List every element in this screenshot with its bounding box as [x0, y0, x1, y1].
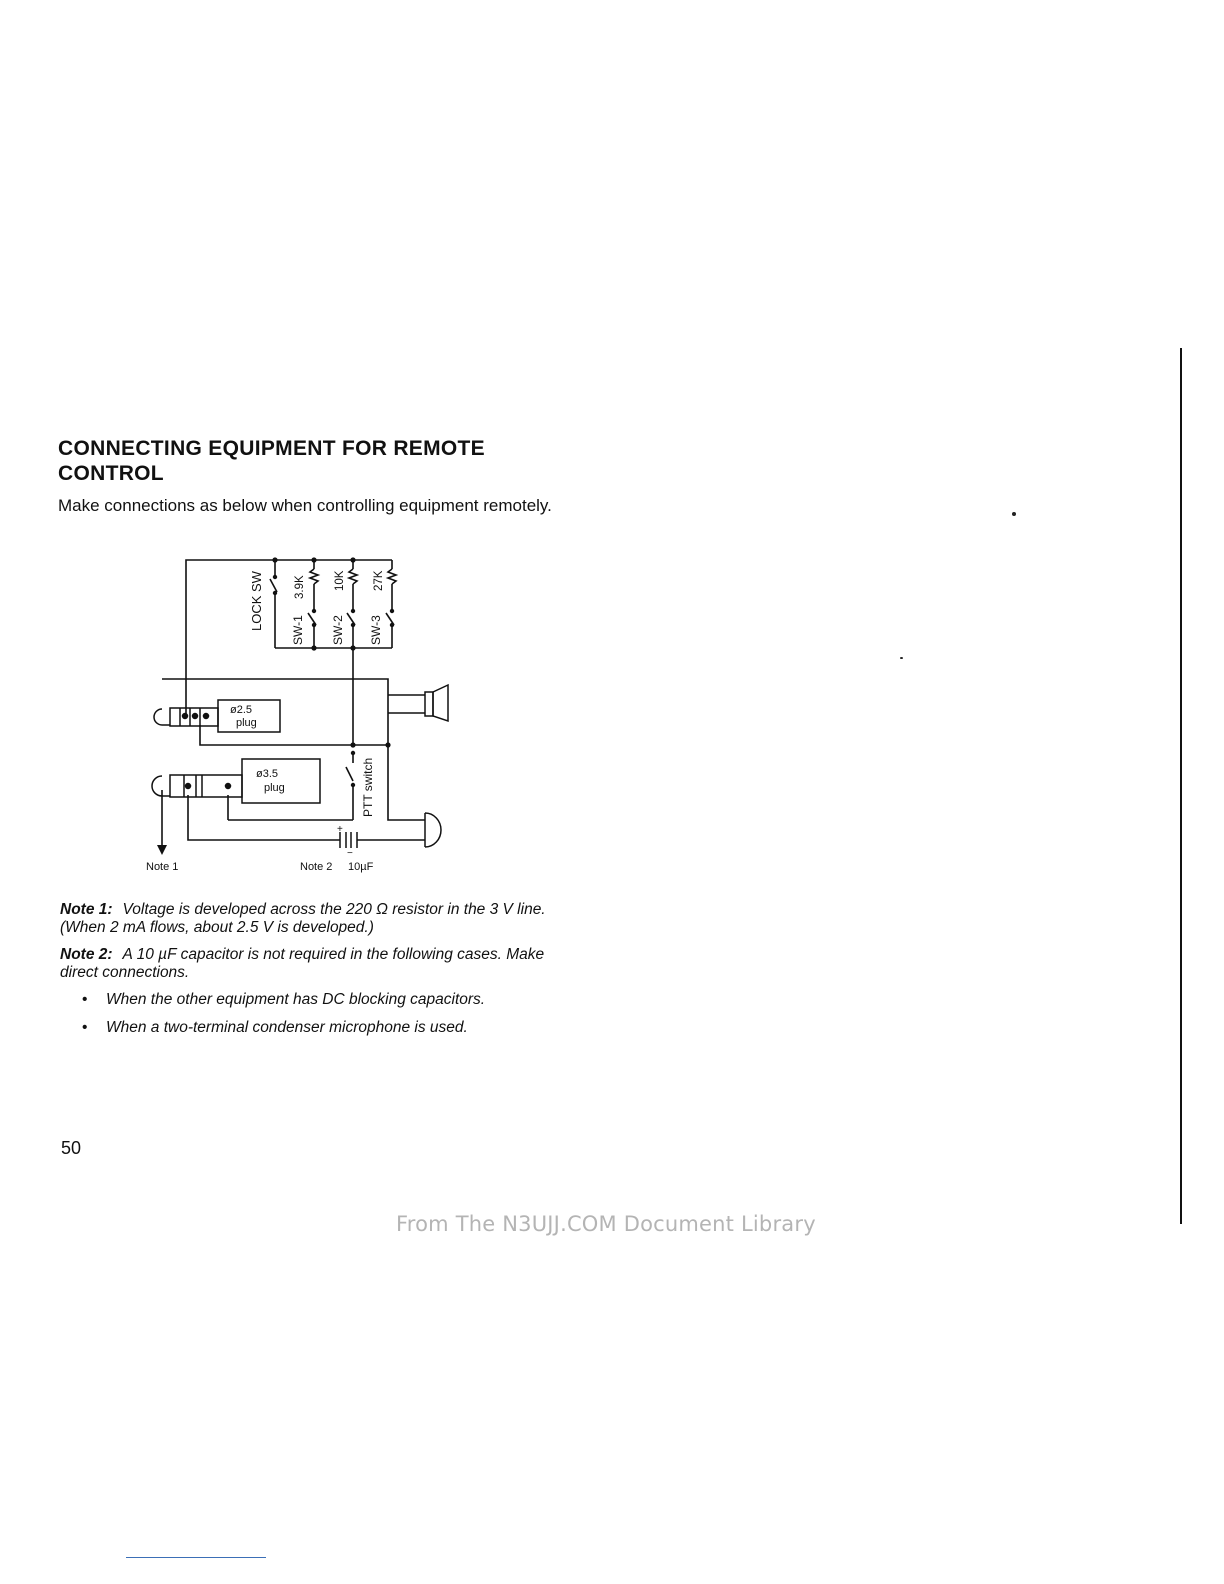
resistor-27k-label: 27K [373, 570, 385, 591]
note-1-label-text: Note 1: [60, 901, 113, 918]
plug-2-5-word-label: plug [236, 717, 257, 729]
ptt-switch-label: PTT switch [361, 757, 375, 817]
note-1-arrow-icon [157, 845, 167, 855]
sw1-label: SW-1 [291, 615, 305, 645]
list-item [82, 1019, 582, 1037]
lock-sw-label: LOCK SW [249, 571, 264, 631]
bullet-icon: • [82, 991, 88, 1008]
note-1-text: Voltage is developed across the 220 Ω resistor in the 3 V line. (When 2 mA flows, about 2.5 V is developed.) [60, 901, 546, 936]
bullet-icon: • [82, 1019, 88, 1036]
bullet-2-text: When a two-terminal condenser microphone is used. [106, 1019, 468, 1036]
note-2 [60, 946, 560, 982]
plug-2-5mm [154, 700, 280, 732]
plug-2-5-size-label: ø2.5 [230, 704, 253, 716]
scan-margin-line [1180, 348, 1182, 1224]
plug-3-5-word-label: plug [264, 782, 285, 794]
bullet-1-text: When the other equipment has DC blocking capacitors. [106, 991, 486, 1008]
bottom-rule [126, 1557, 266, 1558]
note-1-label: Note 1 [146, 861, 179, 873]
plug-3-5mm [152, 759, 320, 803]
note-2-label-text: Note 2: [60, 946, 113, 963]
note-2-text: A 10 µF capacitor is not required in the following cases. Make direct connections. [60, 946, 545, 981]
speaker-icon [425, 685, 448, 721]
capacitor-minus-label: − [347, 848, 353, 859]
resistor-3-9k-label: 3.9K [294, 575, 306, 599]
resistor-10k-label: 10K [334, 570, 346, 591]
intro-paragraph: Make connections as below when controlling equipment remotely. [58, 496, 552, 515]
sw3-label: SW-3 [369, 615, 383, 645]
capacitor-plus-label: + [337, 824, 343, 835]
sw2-label: SW-2 [331, 615, 345, 645]
capacitor-value-label: 10µF [348, 861, 374, 873]
library-footer: From The N3UJJ.COM Document Library [396, 1212, 816, 1236]
microphone-icon [425, 813, 441, 847]
note-2-label: Note 2 [300, 861, 333, 873]
section-heading: CONNECTING EQUIPMENT FOR REMOTE CONTROL [58, 437, 485, 485]
diagram-wires [162, 560, 425, 847]
remote-control-wiring-diagram [140, 545, 470, 880]
note-1 [60, 901, 560, 937]
scan-speck [900, 657, 903, 659]
list-item [82, 991, 582, 1009]
plug-3-5-size-label: ø3.5 [256, 768, 279, 780]
scan-speck [1012, 512, 1016, 516]
page-number: 50 [61, 1138, 82, 1158]
